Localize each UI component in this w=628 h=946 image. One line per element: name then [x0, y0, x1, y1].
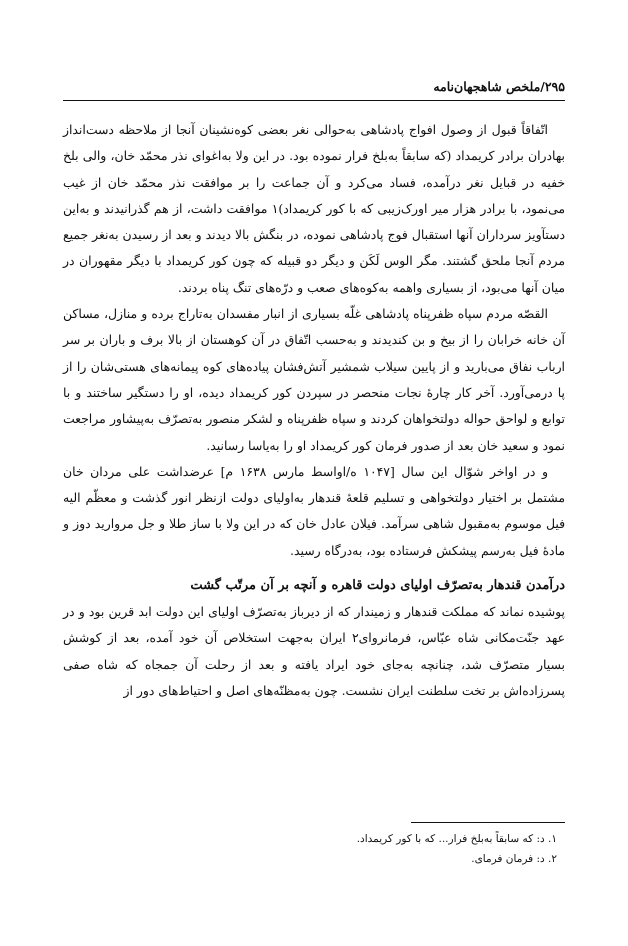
section-heading: درآمدن قندهار به‌تصرّف اولیای دولت قاهره و آنچه بر آن مرتّب گشت — [190, 578, 565, 594]
paragraph: و در اواخر شوّال این سال [۱۰۴۷ ه/اواسط مارس ۱۶۳۸ م] عرضداشت علی مردان خان مشتمل بر اختیار دولتخواهی و تسلیم قلعهٔ قندهار به‌اولیای دولت ازنظر انور گذشت و معظّم الیه فیل موسوم به‌مقبول شاهی سرآمد. فیلان عادل خان که در این ولا با ساز طلا و جل مروارید دوز و مادهٔ فیل به‌رسم پیشکش فرستاده بود، به‌درگاه رسید. — [63, 463, 565, 558]
section-paragraph: پوشیده نماند که مملکت قندهار و زمیندار که از دیرباز به‌تصرّف اولیای این دولت ابد قرین بود و در عهد جنّت‌مکانی شاه عبّاس، فرمانروای۲ ایران به‌جهت استخلاص آن خود آمده، بعد از کوشش بسیار متصرّف شد، چنانچه به‌جای خود ایراد یافته و بعد از رحلت آن جمجاه که شاه صفی پسرزاده‌اش بر تخت سلطنت ایران نشست. چون به‌مظنّه‌های اصل و احتیاط‌های دور از — [63, 604, 565, 698]
footnote: ۱. د: که سابقاً به‌بلخ فرار... که با کور کریمداد. — [356, 833, 557, 845]
body-text — [63, 117, 565, 704]
footnote: ۲. د: فرمان فرمای. — [471, 853, 557, 865]
running-header: ۲۹۵/ملخص شاهجهان‌نامه — [433, 79, 565, 94]
header-rule — [63, 100, 565, 101]
paragraph: القصّه مردم سپاه ظفرپناه پادشاهی غلّه بسیاری از انبار مفسدان به‌تاراج برده و منازل، مساکن آن خانه خرابان را از بیخ و بن کندیدند و به‌حسب اتّفاق در آن کوهستان از بالا برف و باران بر سر ارباب نفاق می‌بارید و از پایین سیلاب شمشیر آتش‌فشان پیاده‌های کوه پیمانه‌های هستی‌شان را از پا درمی‌آورد. آخر کار چارهٔ نجات منحصر در سپردن کور کریمداد دیده، او را دستگیر ساختند و با توابع و لواحق حواله دولتخواهان کردند و سپاه ظفرپناه و لشکر منصور به‌تصرّف به‌پیشاور مراجعت نمود و سعید خان بعد از صدور فرمان کور کریمداد او را به‌یاسا رسانید. — [63, 306, 565, 453]
footnotes — [63, 829, 565, 869]
footnote-rule — [411, 822, 565, 823]
paragraph: اتّفاقاً قبول از وصول افواج پادشاهی به‌حوالی نغر بعضی کوه‌نشینان آنجا از ملاحظه دست‌انداز بهادران برادر کریمداد (که سابقاً به‌بلخ فرار نموده بود. در این ولا به‌اغوای نذر محمّد خان، والی بلخ خفیه در قبایل نغر درآمده، فساد می‌کرد و آن جماعت را بر موافقت نذر محمّد خان از غیب می‌نمود، با برادر هزار میر اورک‌زیبی که با کور کریمداد)۱ موافقت داشت، از هم گذرانیدند و به‌این دستآویز سرداران آنها استقبال فوج پادشاهی نموده، در بنگش بالا دیدند و بعد از رسیدن به‌نغر جمیع مردم آنجا ملحق گشتند. مگر الوس لَکَن و دیگر دو قبیله که چون کور کریمداد با دیگر مقهوران در میان آنها می‌بود، از بسیاری واهمه به‌کوه‌های صعب و درّه‌های تنگ پناه بردند. — [63, 122, 565, 295]
